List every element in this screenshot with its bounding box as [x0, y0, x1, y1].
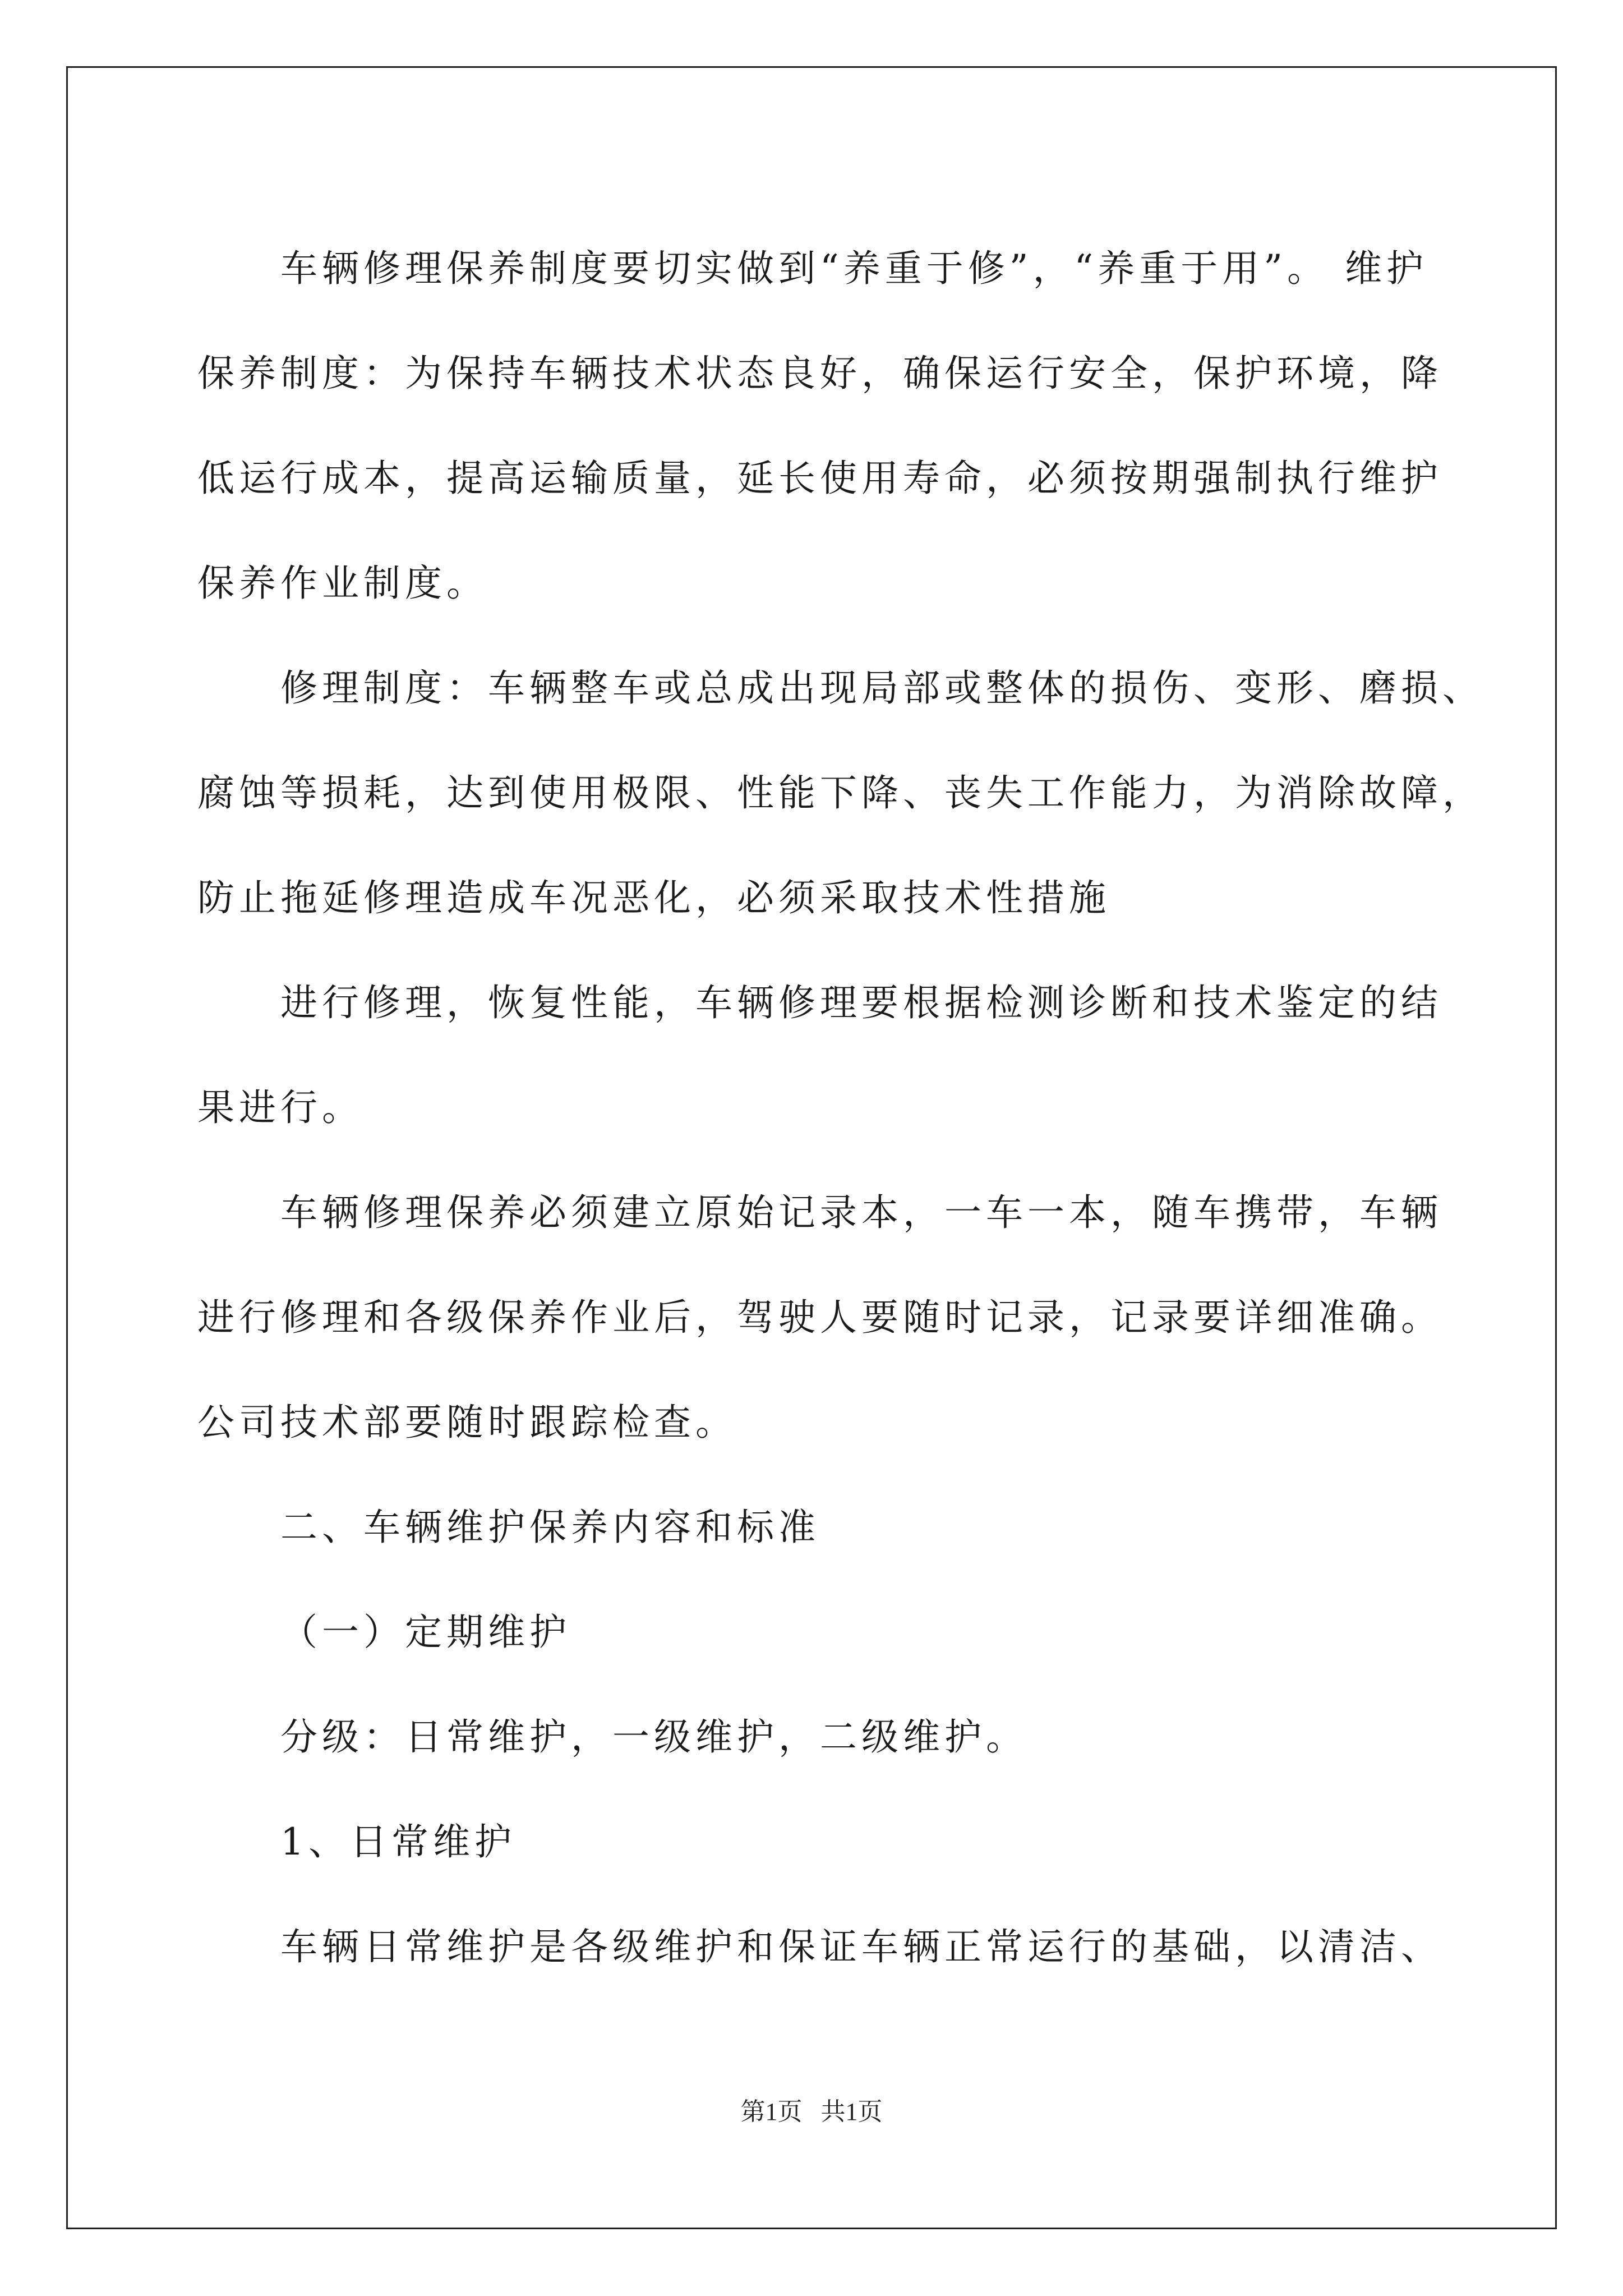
section-heading: 二、车辆维护保养内容和标准	[280, 1506, 820, 1549]
text-line: 车辆修理保养制度要切实做到“养重于修”，“养重于用”。 维护	[280, 247, 1428, 290]
text-line: 车辆日常维护是各级维护和保证车辆正常运行的基础，以清洁、	[280, 1925, 1442, 1968]
text-line: 保养制度：为保持车辆技术状态良好，确保运行安全，保护环境，降	[197, 352, 1442, 395]
text-line: 防止拖延修理造成车况恶化，必须采取技术性措施	[197, 876, 1110, 919]
text-line: 公司技术部要随时跟踪检查。	[197, 1401, 737, 1444]
text-line: 修理制度：车辆整车或总成出现局部或整体的损伤、变形、磨损、	[280, 666, 1484, 710]
text-line: 进行修理，恢复性能，车辆修理要根据检测诊断和技术鉴定的结	[280, 981, 1442, 1024]
text-line: 保养作业制度。	[197, 562, 488, 605]
text-line: 车辆修理保养必须建立原始记录本，一车一本，随车携带，车辆	[280, 1191, 1442, 1234]
text-line: 分级：日常维护，一级维护，二级维护。	[280, 1715, 1027, 1759]
text-line: 低运行成本，提高运输质量，延长使用寿命，必须按期强制执行维护	[197, 457, 1442, 500]
document-body	[197, 216, 1484, 1999]
text-line: 果进行。	[197, 1086, 363, 1129]
page-number: 第1页 共1页	[740, 2098, 883, 2125]
text-line: 进行修理和各级保养作业后，驾驶人要随时记录，记录要详细准确。	[197, 1296, 1442, 1339]
subsection-heading: （一）定期维护	[280, 1611, 571, 1654]
text-line: 腐蚀等损耗，达到使用极限、性能下降、丧失工作能力，为消除故障，	[197, 771, 1484, 815]
item-heading: 1、日常维护	[280, 1820, 516, 1864]
